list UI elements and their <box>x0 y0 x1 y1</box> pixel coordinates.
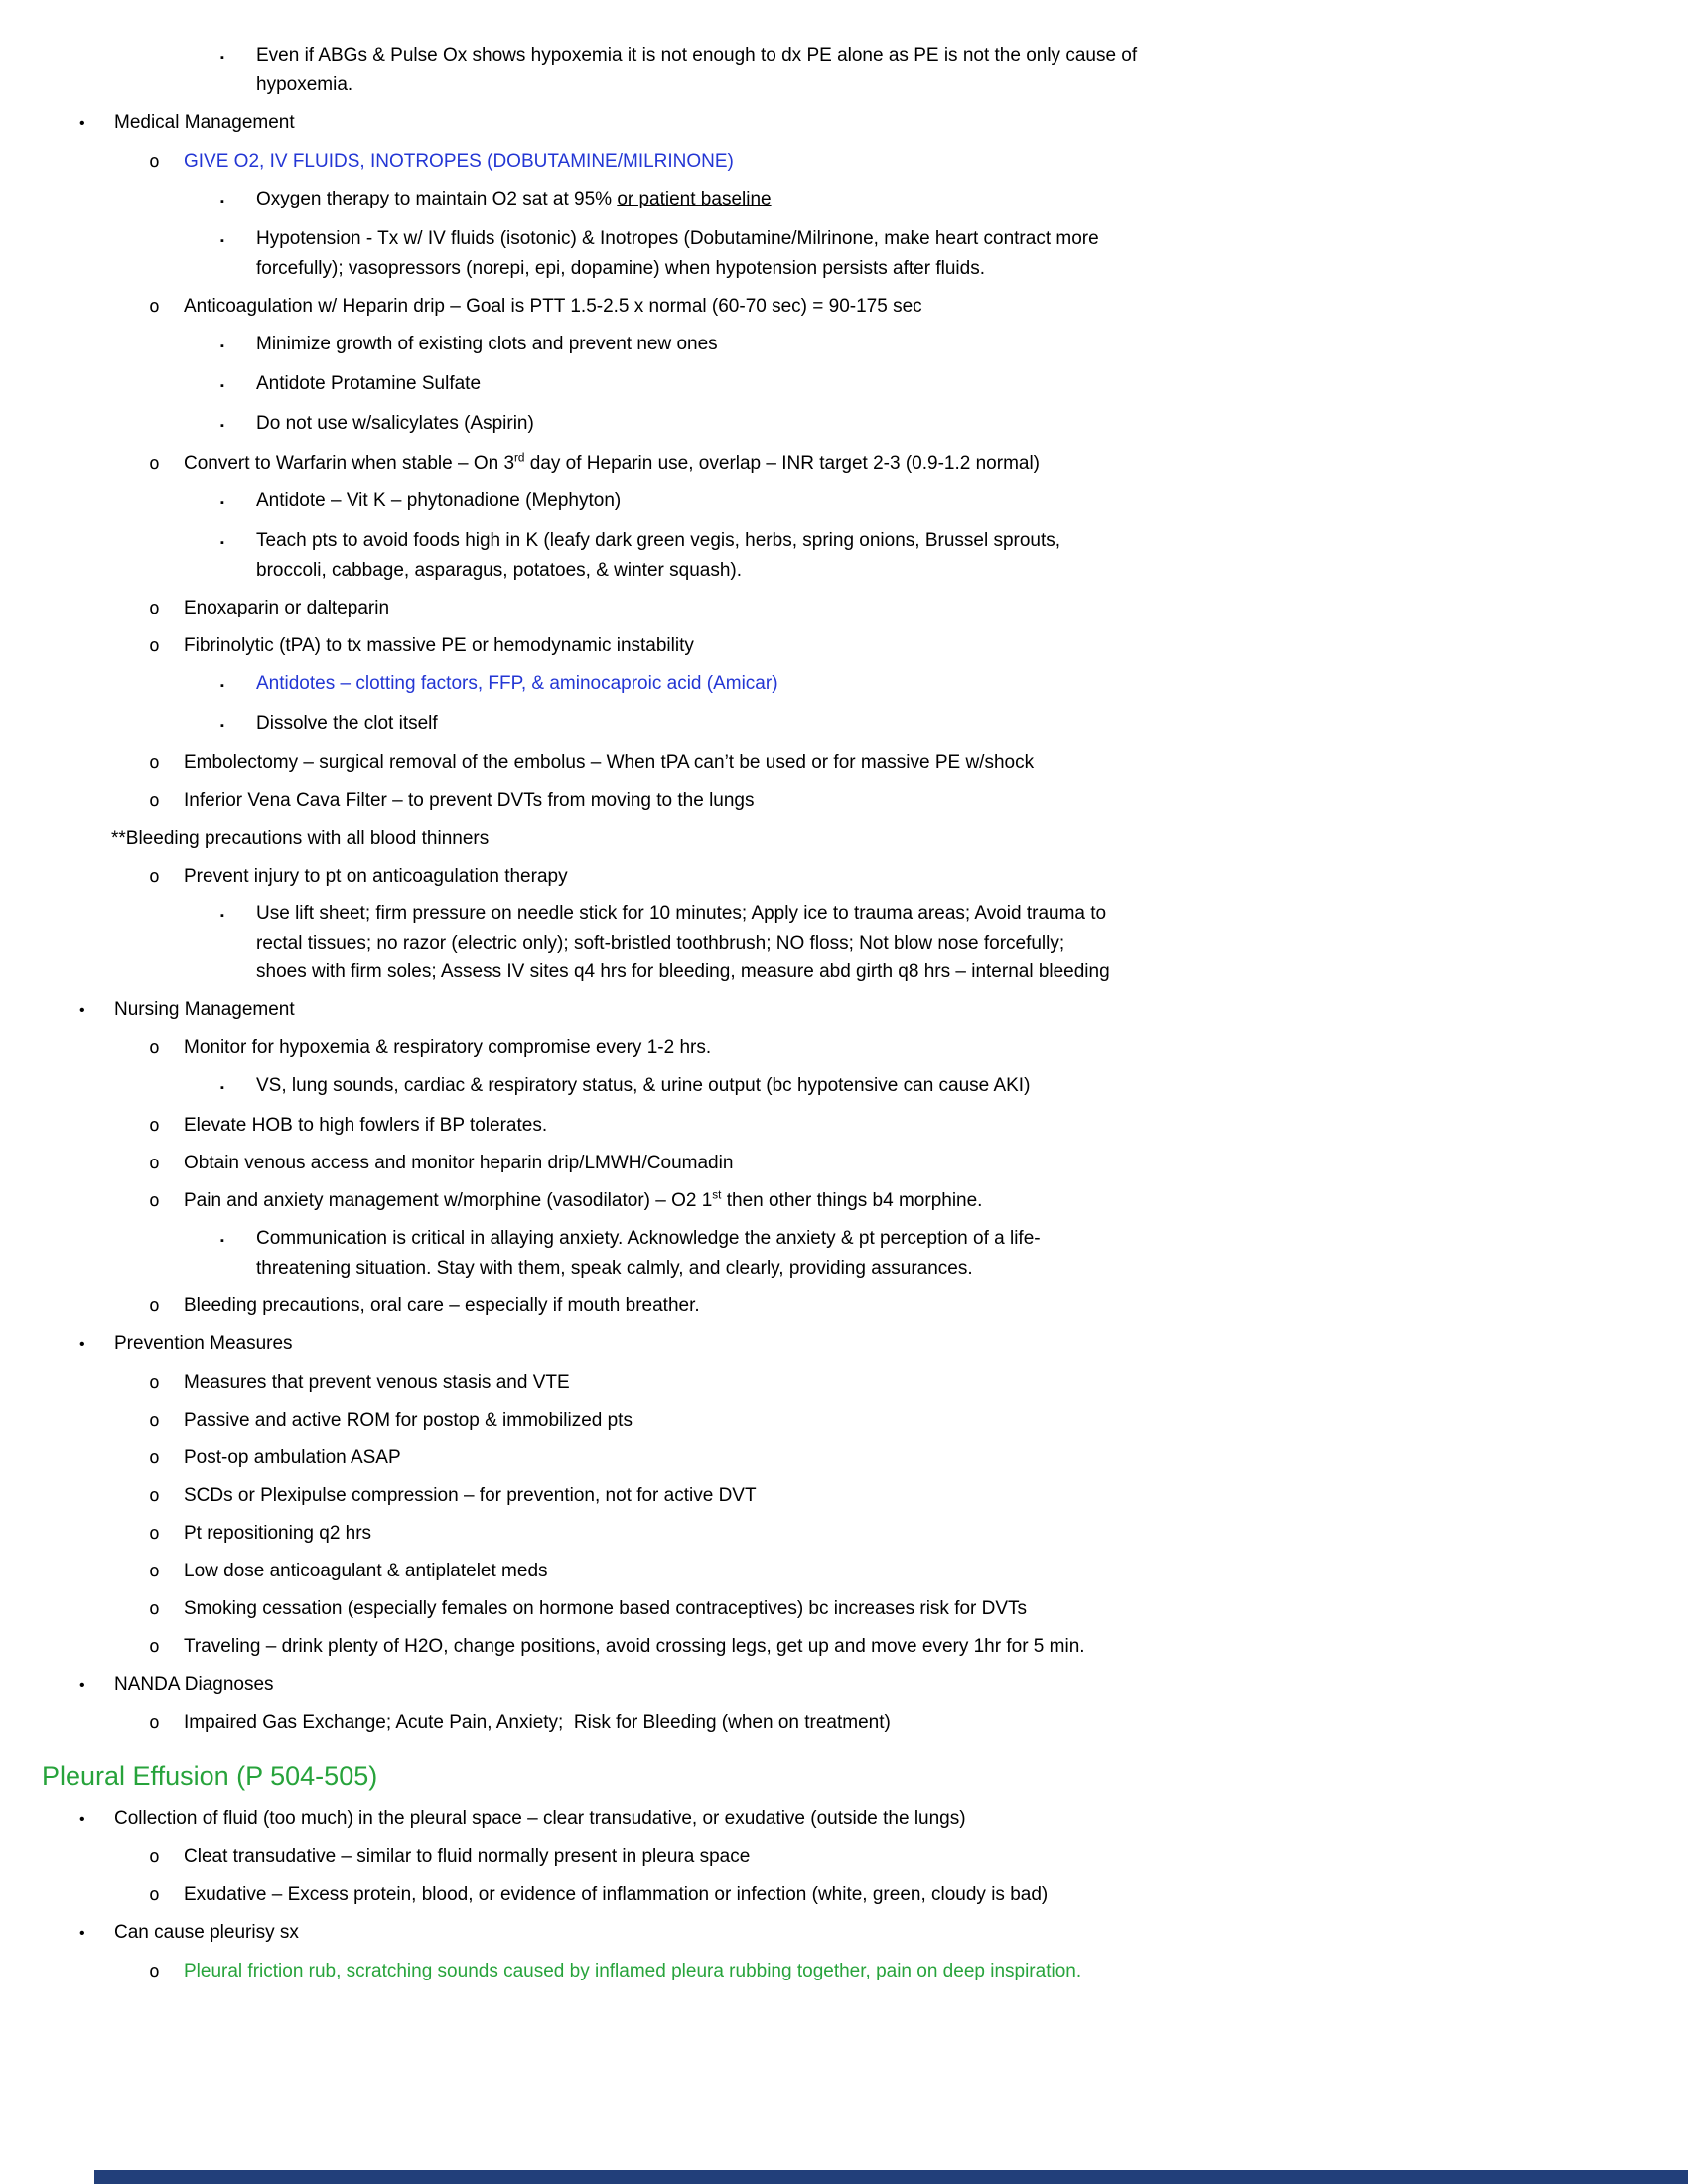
text-line <box>42 148 1283 176</box>
bullet-marker-icon: ▪ <box>220 420 224 432</box>
line-text: Do not use w/salicylates (Aspirin) <box>256 413 534 434</box>
text-line <box>42 670 1283 700</box>
text-line <box>111 825 1283 853</box>
list-item <box>42 1709 1283 1737</box>
list-item <box>42 42 1283 99</box>
line-text: Exudative – Excess protein, blood, or evidence of inflammation or infection (white, green, cloudy is bad) <box>184 1884 1049 1905</box>
bullet-marker-icon: ▪ <box>220 1235 224 1247</box>
table-top-bar <box>94 2170 1688 2184</box>
line-text: shoes with firm soles; Assess IV sites q4 hrs for bleeding, measure abd girth q8 hrs – internal bleeding <box>256 961 1110 982</box>
list-item <box>42 1919 1283 1948</box>
line-text: hypoxemia. <box>256 74 353 95</box>
line-text: VS, lung sounds, cardiac & respiratory status, & urine output (bc hypotensive can cause AKI) <box>256 1075 1031 1096</box>
line-text: Anticoagulation w/ Heparin drip – Goal is PTT 1.5-2.5 x normal (60-70 sec) = 90-175 sec <box>184 296 922 317</box>
bullet-marker-icon: o <box>149 1447 160 1468</box>
text-line <box>42 1520 1283 1548</box>
list-item <box>42 996 1283 1024</box>
list-item <box>42 225 1283 283</box>
line-text: Oxygen therapy to maintain O2 sat at 95% or patient baseline <box>256 189 772 209</box>
list-item <box>42 487 1283 517</box>
text-line <box>42 1558 1283 1585</box>
text-line <box>42 1112 1283 1140</box>
text-line <box>42 487 1283 517</box>
line-text: Even if ABGs & Pulse Ox shows hypoxemia it is not enough to dx PE alone as PE is not the only cause of <box>256 45 1138 66</box>
line-text: Impaired Gas Exchange; Acute Pain, Anxiety; Risk for Bleeding (when on treatment) <box>184 1712 891 1733</box>
line-text: Prevention Measures <box>114 1333 293 1354</box>
text-line <box>42 1034 1283 1062</box>
bullet-marker-icon: ▪ <box>220 235 224 247</box>
list-item <box>42 1444 1283 1472</box>
line-text: SCDs or Plexipulse compression – for prevention, not for active DVT <box>184 1485 757 1506</box>
bullet-marker-icon: o <box>149 151 160 172</box>
bullet-marker-icon: o <box>149 1037 160 1058</box>
line-text: Antidotes – clotting factors, FFP, & aminocaproic acid (Amicar) <box>256 673 778 694</box>
text-line <box>42 1759 1283 1793</box>
text-line <box>42 370 1283 400</box>
bullet-marker-icon: • <box>79 1925 85 1942</box>
text-line <box>42 863 1283 890</box>
text-line <box>42 750 1283 777</box>
line-text: threatening situation. Stay with them, speak calmly, and clearly, providing assurances. <box>256 1258 973 1279</box>
list-item <box>42 1225 1283 1283</box>
line-text: Communication is critical in allaying anxiety. Acknowledge the anxiety & pt perception of a life- <box>256 1228 1041 1249</box>
document-body[interactable] <box>42 42 1283 1995</box>
line-text: rectal tissues; no razor (electric only); soft-bristled toothbrush; NO floss; Not blow nose forcefully; <box>256 933 1065 954</box>
bullet-marker-icon: o <box>149 790 160 811</box>
line-text: Can cause pleurisy sx <box>114 1922 299 1943</box>
bullet-marker-icon: o <box>149 1372 160 1393</box>
list-item <box>42 1595 1283 1623</box>
text-line <box>42 557 1283 585</box>
list-item <box>42 1369 1283 1397</box>
list-item <box>42 900 1283 986</box>
list-item <box>42 148 1283 176</box>
line-text: Embolectomy – surgical removal of the embolus – When tPA can’t be used or for massive PE w/shock <box>184 752 1035 773</box>
text-line <box>42 1225 1283 1255</box>
line-text: GIVE O2, IV FLUIDS, INOTROPES (DOBUTAMINE/MILRINONE) <box>184 151 734 172</box>
list-item <box>42 632 1283 660</box>
list-item <box>42 710 1283 740</box>
line-text: **Bleeding precautions with all blood thinners <box>111 828 490 849</box>
bullet-marker-icon: o <box>149 1961 160 1981</box>
bullet-marker-icon: o <box>149 752 160 773</box>
line-text: forcefully); vasopressors (norepi, epi, dopamine) when hypotension persists after fluids. <box>256 258 985 279</box>
text-line <box>42 255 1283 283</box>
bullet-marker-icon: ▪ <box>220 52 224 64</box>
text-line <box>42 1805 1283 1834</box>
bullet-marker-icon: ▪ <box>220 196 224 207</box>
text-line <box>42 1633 1283 1661</box>
bullet-marker-icon: • <box>79 1002 85 1019</box>
text-line <box>42 1407 1283 1434</box>
bullet-marker-icon: ▪ <box>220 497 224 509</box>
line-text: Monitor for hypoxemia & respiratory compromise every 1-2 hrs. <box>184 1037 712 1058</box>
list-item <box>42 1482 1283 1510</box>
list-item <box>42 450 1283 478</box>
list-item <box>42 787 1283 815</box>
bullet-marker-icon: o <box>149 296 160 317</box>
line-text: Elevate HOB to high fowlers if BP tolerates. <box>184 1115 548 1136</box>
bullet-marker-icon: o <box>149 635 160 656</box>
text-line <box>42 1293 1283 1320</box>
bullet-marker-icon: o <box>149 1190 160 1211</box>
bullet-marker-icon: • <box>79 1336 85 1353</box>
bullet-marker-icon: ▪ <box>220 720 224 732</box>
line-text: Bleeding precautions, oral care – especially if mouth breather. <box>184 1296 700 1316</box>
bullet-marker-icon: o <box>149 1598 160 1619</box>
bullet-marker-icon: o <box>149 1712 160 1733</box>
list-item <box>42 1072 1283 1102</box>
bullet-marker-icon: • <box>79 1811 85 1828</box>
text-line <box>42 293 1283 321</box>
line-text: broccoli, cabbage, asparagus, potatoes, & winter squash). <box>256 560 743 581</box>
list-item <box>42 1520 1283 1548</box>
text-line <box>42 1919 1283 1948</box>
list-item <box>42 410 1283 440</box>
line-text: Medical Management <box>114 112 295 133</box>
text-line <box>42 331 1283 360</box>
list-item <box>42 527 1283 585</box>
line-text: Enoxaparin or dalteparin <box>184 598 390 618</box>
line-text: Pleural friction rub, scratching sounds caused by inflamed pleura rubbing together, pain on deep inspiration. <box>184 1961 1082 1981</box>
list-item <box>42 595 1283 622</box>
text-line <box>42 787 1283 815</box>
line-text: NANDA Diagnoses <box>114 1674 274 1695</box>
list-item <box>42 1187 1283 1215</box>
text-line <box>42 958 1283 986</box>
text-line <box>42 109 1283 138</box>
bullet-marker-icon: o <box>149 1561 160 1581</box>
line-text: Prevent injury to pt on anticoagulation therapy <box>184 866 568 887</box>
list-item <box>42 1034 1283 1062</box>
list-item <box>42 1330 1283 1359</box>
list-item <box>42 1633 1283 1661</box>
list-item <box>42 1112 1283 1140</box>
text-line <box>42 1881 1283 1909</box>
note-line <box>42 825 1283 853</box>
bullet-marker-icon: o <box>149 1884 160 1905</box>
bullet-marker-icon: o <box>149 598 160 618</box>
text-line <box>42 1187 1283 1215</box>
list-item <box>42 186 1283 215</box>
line-text: Passive and active ROM for postop & immobilized pts <box>184 1410 633 1431</box>
text-line <box>42 1671 1283 1700</box>
line-text: Convert to Warfarin when stable – On 3rd day of Heparin use, overlap – INR target 2-3 (0.9-1.2 normal) <box>184 451 1041 474</box>
line-text: Low dose anticoagulant & antiplatelet meds <box>184 1561 548 1581</box>
list-item <box>42 1407 1283 1434</box>
text-line <box>42 71 1283 99</box>
text-line <box>42 1958 1283 1985</box>
bullet-marker-icon: ▪ <box>220 380 224 392</box>
line-text: Teach pts to avoid foods high in K (leafy dark green vegis, herbs, spring onions, Brussel sprouts, <box>256 530 1061 551</box>
text-line <box>42 1709 1283 1737</box>
text-line <box>42 1444 1283 1472</box>
line-text: Collection of fluid (too much) in the pleural space – clear transudative, or exudative (outside the lungs) <box>114 1808 966 1829</box>
text-line <box>42 527 1283 557</box>
text-line <box>42 996 1283 1024</box>
list-item <box>42 1293 1283 1320</box>
line-text: Smoking cessation (especially females on hormone based contraceptives) bc increases risk for DVTs <box>184 1598 1028 1619</box>
line-text: Measures that prevent venous stasis and VTE <box>184 1372 570 1393</box>
list-item <box>42 109 1283 138</box>
text-line <box>42 1072 1283 1102</box>
bullet-marker-icon: ▪ <box>220 910 224 922</box>
text-line <box>42 710 1283 740</box>
list-item <box>42 750 1283 777</box>
list-item <box>42 331 1283 360</box>
list-item <box>42 670 1283 700</box>
text-line <box>42 1843 1283 1871</box>
text-line <box>42 225 1283 255</box>
list-item <box>42 1881 1283 1909</box>
bullet-marker-icon: o <box>149 1153 160 1173</box>
list-item <box>42 370 1283 400</box>
text-line <box>42 1595 1283 1623</box>
text-line <box>42 1255 1283 1283</box>
bullet-marker-icon: o <box>149 866 160 887</box>
line-text: Use lift sheet; firm pressure on needle stick for 10 minutes; Apply ice to trauma areas; Avoid trauma to <box>256 903 1107 924</box>
section-heading <box>42 1759 1283 1793</box>
list-item <box>42 863 1283 890</box>
text-line <box>42 930 1283 958</box>
line-text: Traveling – drink plenty of H2O, change positions, avoid crossing legs, get up and move every 1hr for 5 min. <box>184 1636 1085 1657</box>
bullet-marker-icon: o <box>149 1485 160 1506</box>
line-text: Pleural Effusion (P 504-505) <box>42 1761 378 1791</box>
text-line <box>42 900 1283 930</box>
list-item <box>42 1958 1283 1985</box>
line-text: Obtain venous access and monitor heparin drip/LMWH/Coumadin <box>184 1153 734 1173</box>
list-item <box>42 1843 1283 1871</box>
line-text: Minimize growth of existing clots and prevent new ones <box>256 334 718 354</box>
bullet-marker-icon: ▪ <box>220 1082 224 1094</box>
line-text: Antidote Protamine Sulfate <box>256 373 482 394</box>
line-text: Post-op ambulation ASAP <box>184 1447 401 1468</box>
line-text: Inferior Vena Cava Filter – to prevent DVTs from moving to the lungs <box>184 790 755 811</box>
bullet-marker-icon: • <box>79 1677 85 1694</box>
bullet-marker-icon: o <box>149 453 160 474</box>
line-text: Pt repositioning q2 hrs <box>184 1523 372 1544</box>
line-text: Fibrinolytic (tPA) to tx massive PE or hemodynamic instability <box>184 635 694 656</box>
text-line <box>42 1369 1283 1397</box>
line-text: Dissolve the clot itself <box>256 713 438 734</box>
bullet-marker-icon: o <box>149 1523 160 1544</box>
line-text: Nursing Management <box>114 999 295 1020</box>
text-line <box>42 42 1283 71</box>
line-text: Pain and anxiety management w/morphine (vasodilator) – O2 1st then other things b4 morphine. <box>184 1188 983 1211</box>
text-line <box>42 1150 1283 1177</box>
list-item <box>42 1150 1283 1177</box>
bullet-marker-icon: o <box>149 1410 160 1431</box>
list-item <box>42 1671 1283 1700</box>
text-line <box>42 1330 1283 1359</box>
list-item <box>42 293 1283 321</box>
text-line <box>42 595 1283 622</box>
list-item <box>42 1805 1283 1834</box>
bullet-marker-icon: o <box>149 1846 160 1867</box>
bullet-marker-icon: o <box>149 1115 160 1136</box>
text-line <box>42 632 1283 660</box>
text-line <box>42 450 1283 478</box>
line-text: Cleat transudative – similar to fluid normally present in pleura space <box>184 1846 751 1867</box>
bullet-marker-icon: ▪ <box>220 341 224 352</box>
line-text: Antidote – Vit K – phytonadione (Mephyton) <box>256 490 622 511</box>
line-text: Hypotension - Tx w/ IV fluids (isotonic) & Inotropes (Dobutamine/Milrinone, make heart contract more <box>256 228 1099 249</box>
bullet-marker-icon: ▪ <box>220 680 224 692</box>
text-line <box>42 410 1283 440</box>
bullet-marker-icon: o <box>149 1636 160 1657</box>
list-item <box>42 1558 1283 1585</box>
bullet-marker-icon: o <box>149 1296 160 1316</box>
bullet-marker-icon: ▪ <box>220 537 224 549</box>
text-line <box>42 186 1283 215</box>
text-line <box>42 1482 1283 1510</box>
bullet-marker-icon: • <box>79 115 85 132</box>
